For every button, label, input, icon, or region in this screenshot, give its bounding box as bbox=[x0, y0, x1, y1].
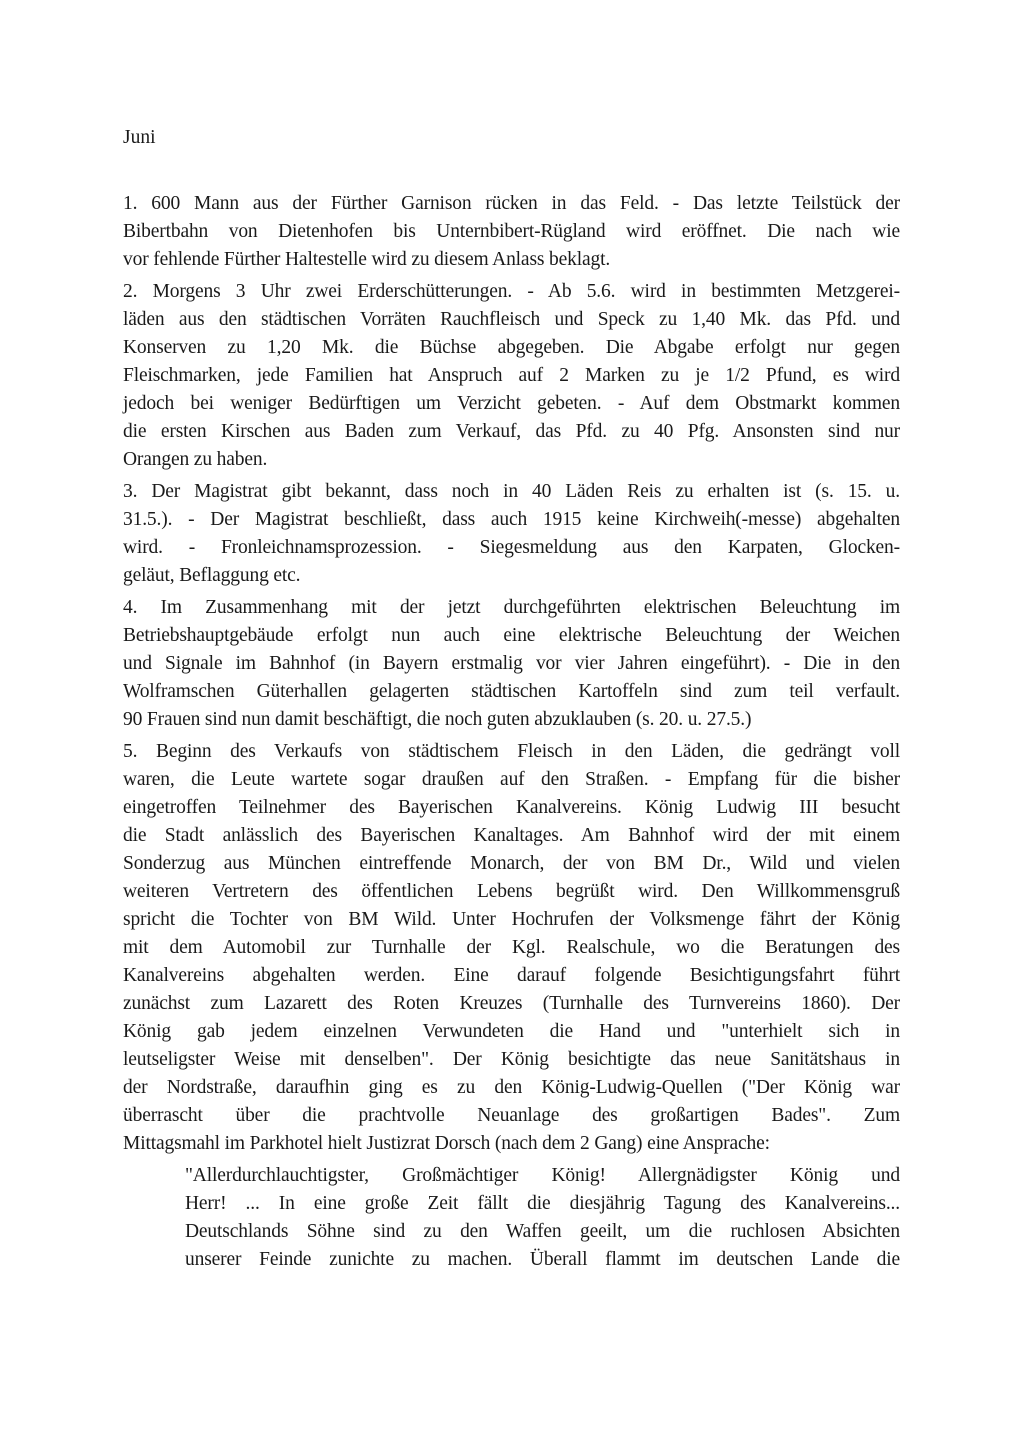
entry-june-3 bbox=[123, 478, 900, 590]
text-line: vor fehlende Fürther Haltestelle wird zu diesem Anlass beklagt. bbox=[123, 249, 611, 270]
text-line: 2. Morgens 3 Uhr zwei Erderschütterungen. - Ab 5.6. wird in bestimmten Metzgerei- bbox=[123, 281, 900, 302]
quote-line: unserer Feinde zunichte zu machen. Überall flammt im deutschen Lande die bbox=[185, 1249, 900, 1270]
text-line: Betriebshauptgebäude erfolgt nun auch eine elektrische Beleuchtung der Weichen bbox=[123, 625, 900, 646]
document-body bbox=[123, 190, 900, 1274]
text-line: läden aus den städtischen Vorräten Rauchfleisch und Speck zu 1,40 Mk. das Pfd. und bbox=[123, 309, 900, 330]
text-line: Wolframschen Güterhallen gelagerten städtischen Kartoffeln sind zum teil verfault. bbox=[123, 681, 900, 702]
text-line: überrascht über die prachtvolle Neuanlage des großartigen Bades". Zum bbox=[123, 1105, 900, 1126]
text-line: Sonderzug aus München eintreffende Monarch, der von BM Dr., Wild und vielen bbox=[123, 853, 900, 874]
quote-line: Deutschlands Söhne sind zu den Waffen geeilt, um die ruchlosen Absichten bbox=[185, 1221, 900, 1242]
page-heading: Juni bbox=[123, 127, 156, 148]
text-line: Orangen zu haben. bbox=[123, 449, 268, 470]
text-line: geläut, Beflaggung etc. bbox=[123, 565, 301, 586]
text-line: König gab jedem einzelnen Verwundeten die Hand und "unterhielt sich in bbox=[123, 1021, 900, 1042]
text-line: die Stadt anlässlich des Bayerischen Kanaltages. Am Bahnhof wird der mit einem bbox=[123, 825, 900, 846]
text-line: der Nordstraße, daraufhin ging es zu den König-Ludwig-Quellen ("Der König war bbox=[123, 1077, 900, 1098]
text-line: Kanalvereins abgehalten werden. Eine darauf folgende Besichtigungsfahrt führt bbox=[123, 965, 900, 986]
text-line: Fleischmarken, jede Familien hat Anspruch auf 2 Marken zu je 1/2 Pfund, es wird bbox=[123, 365, 900, 386]
text-line: mit dem Automobil zur Turnhalle der Kgl. Realschule, wo die Beratungen des bbox=[123, 937, 900, 958]
entry-june-5 bbox=[123, 738, 900, 1158]
text-line: leutseligster Weise mit denselben". Der König besichtigte das neue Sanitätshaus in bbox=[123, 1049, 900, 1070]
text-line: 1. 600 Mann aus der Fürther Garnison rücken in das Feld. - Das letzte Teilstück der bbox=[123, 193, 900, 214]
text-line: eingetroffen Teilnehmer des Bayerischen Kanalvereins. König Ludwig III besucht bbox=[123, 797, 900, 818]
text-line: 31.5.). - Der Magistrat beschließt, dass auch 1915 keine Kirchweih(-messe) abgehalten bbox=[123, 509, 900, 530]
text-line: 3. Der Magistrat gibt bekannt, dass noch in 40 Läden Reis zu erhalten ist (s. 15. u. bbox=[123, 481, 900, 502]
text-line: spricht die Tochter von BM Wild. Unter Hochrufen der Volksmenge fährt der König bbox=[123, 909, 900, 930]
entry-june-1 bbox=[123, 190, 900, 274]
block-quote bbox=[185, 1162, 900, 1274]
text-line: Mittagsmahl im Parkhotel hielt Justizrat Dorsch (nach dem 2 Gang) eine Ansprache: bbox=[123, 1133, 770, 1154]
text-line: zunächst zum Lazarett des Roten Kreuzes (Turnhalle des Turnvereins 1860). Der bbox=[123, 993, 900, 1014]
entry-june-4 bbox=[123, 594, 900, 734]
text-line: 4. Im Zusammenhang mit der jetzt durchgeführten elektrischen Beleuchtung im bbox=[123, 597, 900, 618]
text-line: wird. - Fronleichnamsprozession. - Siegesmeldung aus den Karpaten, Glocken- bbox=[123, 537, 900, 558]
quote-line: "Allerdurchlauchtigster, Großmächtiger König! Allergnädigster König und bbox=[185, 1165, 900, 1186]
text-line: waren, die Leute wartete sogar draußen auf den Straßen. - Empfang für die bisher bbox=[123, 769, 900, 790]
text-line: die ersten Kirschen aus Baden zum Verkauf, das Pfd. zu 40 Pfg. Ansonsten sind nur bbox=[123, 421, 900, 442]
text-line: Bibertbahn von Dietenhofen bis Unternbibert-Rügland wird eröffnet. Die nach wie bbox=[123, 221, 900, 242]
text-line: jedoch bei weniger Bedürftigen um Verzicht gebeten. - Auf dem Obstmarkt kommen bbox=[123, 393, 900, 414]
text-line: Konserven zu 1,20 Mk. die Büchse abgegeben. Die Abgabe erfolgt nur gegen bbox=[123, 337, 900, 358]
quote-line: Herr! ... In eine große Zeit fällt die diesjährig Tagung des Kanalvereins... bbox=[185, 1193, 900, 1214]
entry-june-2 bbox=[123, 278, 900, 474]
text-line: 90 Frauen sind nun damit beschäftigt, die noch guten abzuklauben (s. 20. u. 27.5.) bbox=[123, 709, 752, 730]
text-line: 5. Beginn des Verkaufs von städtischem Fleisch in den Läden, die gedrängt voll bbox=[123, 741, 900, 762]
text-line: weiteren Vertretern des öffentlichen Lebens begrüßt wird. Den Willkommensgruß bbox=[123, 881, 900, 902]
text-line: und Signale im Bahnhof (in Bayern erstmalig vor vier Jahren eingeführt). - Die in den bbox=[123, 653, 900, 674]
